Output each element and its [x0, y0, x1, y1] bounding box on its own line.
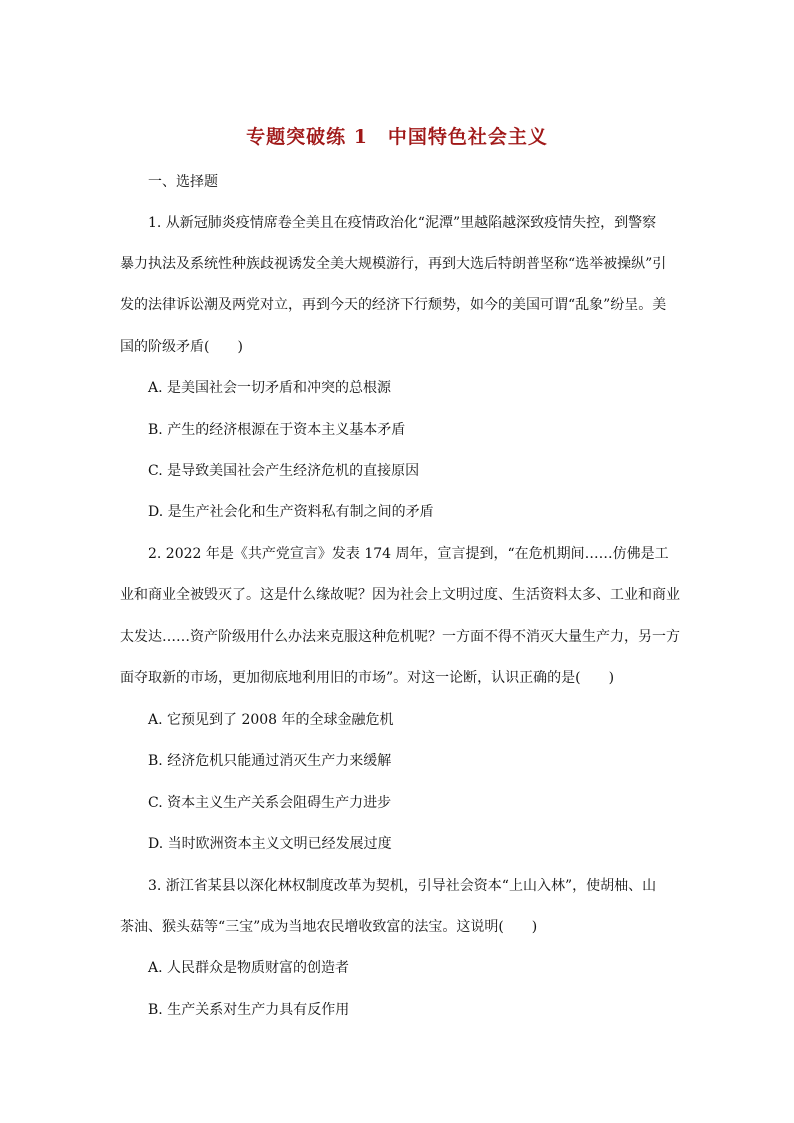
question-1-option-a: A. 是美国社会一切矛盾和冲突的总根源 — [148, 380, 392, 396]
question-1-line-1: 1. 从新冠肺炎疫情席卷全美且在疫情政治化“泥潭”里越陷越深致疫情失控，到警察 — [148, 215, 657, 231]
page-title: 专题突破练 1 中国特色社会主义 — [246, 126, 548, 148]
question-3-line-2: 茶油、猴头菇等“三宝”成为当地农民增收致富的法宝。这说明( ) — [120, 919, 538, 935]
question-2-line-1: 2. 2022 年是《共产党宣言》发表 174 周年，宣言提到，“在危机期间……仿佛是工 — [148, 546, 669, 562]
question-2-option-a: A. 它预见到了 2008 年的全球金融危机 — [148, 712, 394, 728]
section-heading: 一、选择题 — [148, 174, 218, 190]
question-2-line-4: 面夺取新的市场，更加彻底地利用旧的市场”。对这一论断，认识正确的是( ) — [120, 670, 615, 686]
question-1-option-b: B. 产生的经济根源在于资本主义基本矛盾 — [148, 422, 406, 438]
question-2-line-2: 业和商业全被毁灭了。这是什么缘故呢？因为社会上文明过度、生活资料太多、工业和商业 — [120, 587, 680, 603]
question-3-line-1: 3. 浙江省某县以深化林权制度改革为契机，引导社会资本“上山入林”，使胡柚、山 — [148, 878, 657, 894]
question-3-option-a: A. 人民群众是物质财富的创造者 — [148, 960, 350, 976]
question-1-line-2: 暴力执法及系统性种族歧视诱发全美大规模游行，再到大选后特朗普坚称“选举被操纵”引 — [120, 256, 667, 272]
question-1-line-3: 发的法律诉讼潮及两党对立，再到今天的经济下行颓势，如今的美国可谓“乱象”纷呈。美 — [120, 297, 667, 313]
question-2-option-b: B. 经济危机只能通过消灭生产力来缓解 — [148, 753, 392, 769]
question-2-option-d: D. 当时欧洲资本主义文明已经发展过度 — [148, 836, 392, 852]
question-1-line-4: 国的阶级矛盾( ) — [120, 339, 243, 355]
question-3-option-b: B. 生产关系对生产力具有反作用 — [148, 1002, 350, 1018]
question-1-option-c: C. 是导致美国社会产生经济危机的直接原因 — [148, 463, 420, 479]
question-1-option-d: D. 是生产社会化和生产资料私有制之间的矛盾 — [148, 504, 434, 520]
question-2-line-3: 太发达……资产阶级用什么办法来克服这种危机呢？一方面不得不消灭大量生产力，另一方 — [120, 629, 680, 645]
question-2-option-c: C. 资本主义生产关系会阻碍生产力进步 — [148, 795, 392, 811]
